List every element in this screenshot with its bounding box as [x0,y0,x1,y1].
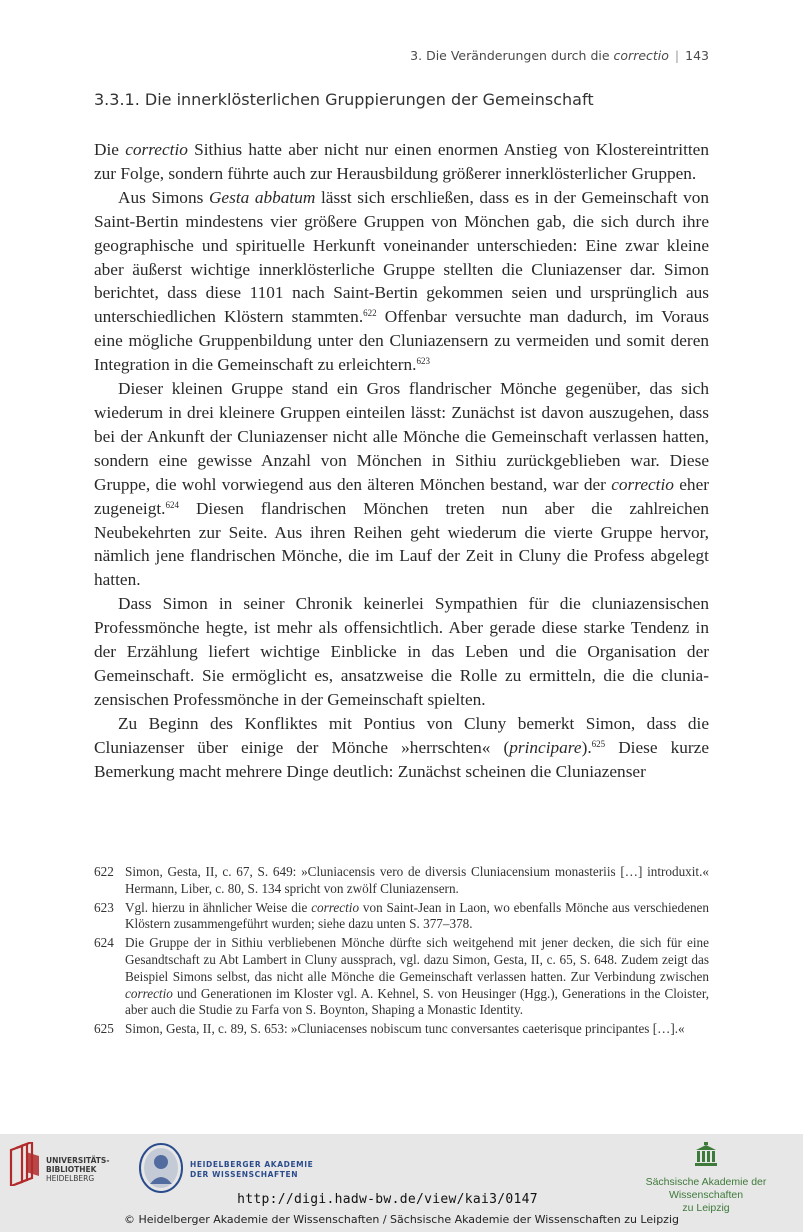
saw-logo-text: Sächsische Akademie der Wissenschaften zu Leipzig [645,1176,767,1214]
hadw-logo-text: HEIDELBERGER AKADEMIE DER WISSENSCHAFTEN [190,1160,314,1179]
paragraph-4: Dass Simon in seiner Chronik keinerlei Sympathien für die cluniazensischen Professmönche hegte, ist mehr als offensichtlich. Aber gerade diese starke Tendenz in der Erzählung liefert wichtige Einblicke in das Leben und die Organisation der Gemeinschaft. Sie ermöglicht es, ansatzweise die Rolle zu ermitteln, die die cluniazensischen Professmönche in der Gemeinschaft spielten. [94,594,709,709]
page-number: 143 [685,48,709,63]
copyright-notice: © Heidelberger Akademie der Wissenschaften / Sächsische Akademie der Wissenschaften zu Leipzig [123,1213,679,1226]
body-text [94,138,709,783]
ub-heidelberg-logo[interactable] [8,1142,118,1192]
footer-bar [0,1134,803,1232]
footnote-number: 625 [94,1021,114,1037]
hadw-logo[interactable] [138,1142,358,1196]
chapter-title: 3. Die Veränderungen durch die correctio [410,48,669,63]
paragraph-2: Aus Simons Gesta abbatum lässt sich erschließen, dass es in der Gemeinschaft von Saint-Bertin mindestens vier größere Gruppen von Mönchen gab, die sich durch ihre geographische und spirituelle Herkunft voneinander unterschieden: Eine zwar kleine aber äußerst wichtige innerklösterliche Gruppe stellten die Cluniazenser dar. Simon berichtet, dass diese 1101 nach Saint-Bertin gekommen seien und ursprünglich aus unterschiedlichen Klöstern stammten.$^{622}$ Offenbar versuchte man dadurch, im Voraus eine mögliche Gruppenbildung unter den Cluniazensern zu vermeiden und somit deren Integration in die Gemeinschaft zu erleichtern.$^{623}$ [94,187,709,375]
footnote-ref-624[interactable]: 624 [165,499,179,510]
paragraph-3: Dieser kleinen Gruppe stand ein Gros flandrischer Mönche gegenüber, das sich wiederum in drei kleinere Gruppen einteilen lässt: Zunächst ist davon auszugehen, dass bei der Ankunft der Cluniazenser nicht alle Mönche die Gemeinschaft verlassen hatten, sondern eine gewisse Anzahl von Mönchen in Sithiu zurückgeblieben war. Diese Gruppe, die wohl vorwiegend aus den älteren Mönchen bestand, war der correctio eher zugeneigt.$^{624}$ Diesen flandrischen Mönchen treten nun aber die zahlreichen Neubekehrten zur Seite. Aus ihren Reihen geht wiederum die vierte Gruppe hervor, nämlich jene flandrischen Mönche, die im Lauf der Zeit in Cluny die Profess abgelegt hatten. [94,379,709,590]
footnote-ref-623[interactable]: 623 [416,356,430,367]
footnote-text: Simon, Gesta, II, c. 67, S. 649: »Cluniacensis vero de diversis Cluniacensium monasteriis […] introduxit.« Hermann, Liber, c. 80, S. 134 spricht von zwölf Cluniazensern. [125,864,709,896]
footnotes [94,864,709,1040]
footnote-625 [94,1021,709,1038]
running-header [410,48,709,63]
ub-book-icon [8,1142,42,1186]
section-title: 3.3.1. Die innerklösterlichen Gruppierungen der Gemeinschaft [94,90,594,109]
footnote-622 [94,864,709,898]
footnote-ref-625[interactable]: 625 [591,738,606,749]
footnote-text: Simon, Gesta, II, c. 89, S. 653: »Cluniacenses nobiscum tunc conversantes caeterisque principantes […].« [125,1021,685,1037]
footnote-number: 622 [94,864,114,879]
academy-seal-icon [138,1142,184,1194]
header-separator: | [674,48,680,63]
footnote-ref-622[interactable]: 622 [363,308,377,319]
ub-logo-text: UNIVERSITÄTS- BIBLIOTHEK HEIDELBERG [46,1156,110,1183]
paragraph-1: Die correctio Sithius hatte aber nicht nur einen enormen Anstieg von Klostereintritten zur Folge, sondern führte auch zur Herausbildung größerer innerklösterlicher Gruppen. [94,140,709,183]
footnote-text: Die Gruppe der in Sithiu verbliebenen Mönche dürfte sich weitgehend mit jener decken, die sich für eine Gesandtschaft zu Abt Lambert in Cluny aussprach, vgl. dazu Simon, Gesta, II, c. 65, S. 648. Zudem zeigt das Beispiel Simons selbst, das nicht alle Mönche die Gemeinschaft verlassen hatten. Zur Verbindung zwischen correctio und Generationen im Kloster vgl. A. Kehnel, S. von Heusinger (Hgg.), Generations in the Cloister, aber auch die Studie zu Farfa von S. Boynton, Shaping a Monastic Identity. [125,935,709,1018]
building-icon [695,1142,717,1166]
page-url-link[interactable]: http://digi.hadw-bw.de/view/kai3/0147 [237,1192,538,1207]
footnote-624 [94,935,709,1019]
footnote-number: 624 [94,935,114,951]
paragraph-5: Zu Beginn des Konfliktes mit Pontius von Cluny bemerkt Simon, dass die Cluniazenser über einige der Mönche »herrschten« (principare).$^{625}$ Diese kurze Bemerkung macht mehrere Dinge deutlich: Zunächst scheinen die Cluniazenser [94,713,709,781]
footnote-text: Vgl. hierzu in ähnlicher Weise die correctio von Saint-Jean in Laon, wo ebenfalls Mönche aus verschiedenen Klöstern zusammengeführt wurden; siehe dazu unten S. 377–378. [125,899,709,932]
footnote-number: 623 [94,899,114,915]
footnote-623 [94,900,709,934]
